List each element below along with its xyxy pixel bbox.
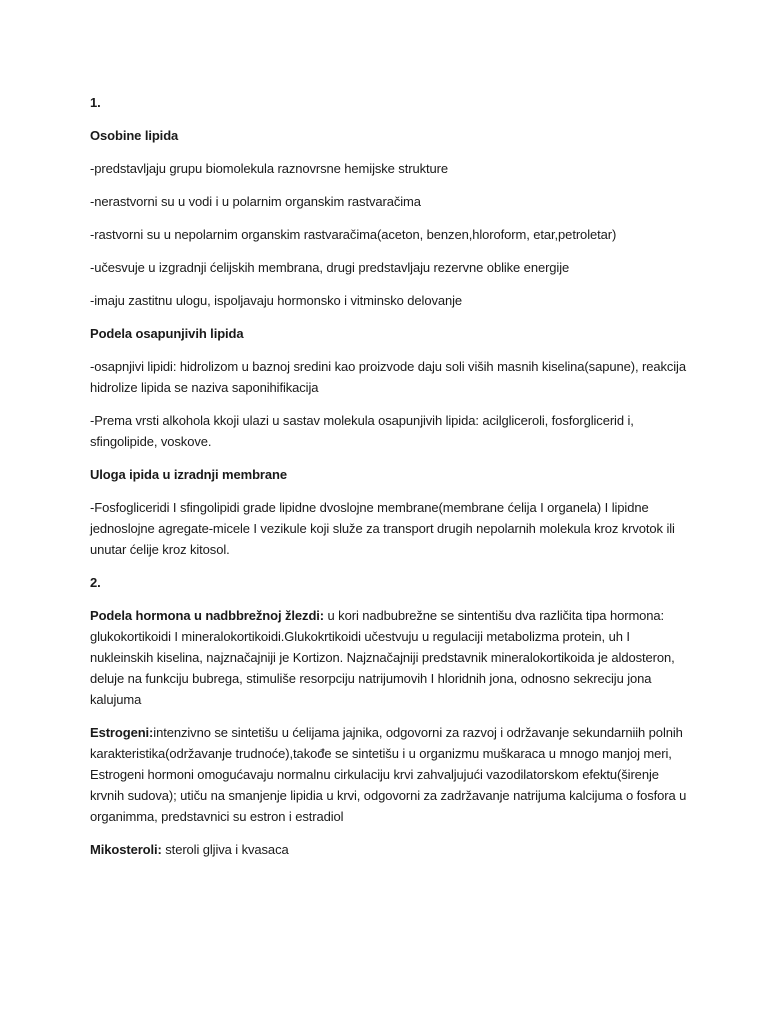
heading-uloga-membrane: Uloga ipida u izradnji membrane bbox=[90, 467, 287, 482]
property-item: -nerastvorni su u vodi i u polarnim organskim rastvaračima bbox=[90, 194, 421, 209]
paragraph-estrogeni bbox=[90, 722, 690, 827]
heading-osobine-lipida: Osobine lipida bbox=[90, 128, 179, 143]
label-mikosteroli: Mikosteroli: bbox=[90, 842, 162, 857]
text-estrogeni: intenzivno se sintetišu u ćelijama jajnika, odgovorni za razvoj i održavanje sekundarniih polnih karakteristika(održavanje trudnoće),takođe se sintetišu i u organizmu muškaraca u mnogo manjoj meri, Estrogeni hormoni omogućavaju normalnu cirkulaciju krvi zahvaljujući vazodilatorskom efektu(širenje krvnih sudova); utiču na smanjenje lipidia u krvi, odgovorni za zadržavanje natrijuma kalcijuma o fosfora u organimma, predstavnici su estron i estradiol bbox=[90, 725, 687, 824]
paragraph-membrane: -Fosfogliceridi I sfingolipidi grade lipidne dvoslojne membrane(membrane ćelija I organela) I lipidne jednoslojne agregate-micele I vezikule koji služe za transport drugih nepolarnih molekula kroz krvotok ili unutar ćelije kroz kitosol. bbox=[90, 500, 675, 557]
property-item: -predstavljaju grupu biomolekula raznovrsne hemijske strukture bbox=[90, 161, 448, 176]
paragraph-mikosteroli bbox=[90, 839, 690, 860]
text-mikosteroli: steroli gljiva i kvasaca bbox=[161, 842, 289, 857]
text-hormoni: u kori nadbubrežne se sintentišu dva različita tipa hormona: glukokortikoidi I mineralokortikoidi.Glukokrtikoidi učestvuju u regulaciji metabolizma protein, uh I nukleinskih kiselina, najznačajniji je Kortizon. Najznačajniji predstavnik mineralokortikoida je aldosteron, deluje na funkciju bubrega, stimuliše resorpciju natrijumovih I hloridnih jona, odnosno sekreciju jona kalujuma bbox=[90, 608, 675, 707]
document-page bbox=[90, 92, 690, 872]
property-item: -učesvuje u izgradnji ćelijskih membrana, drugi predstavljaju rezervne oblike energije bbox=[90, 260, 570, 275]
paragraph-vrsta-alkohola: -Prema vrsti alkohola kkoji ulazi u sastav molekula osapunjivih lipida: acilgliceroli, fosforglicerid i, sfingolipide, voskove. bbox=[90, 413, 634, 449]
paragraph-osapnjivi: -osapnjivi lipidi: hidrolizom u baznoj sredini kao proizvode daju soli viših masnih kiselina(sapune), reakcija hidrolize lipida se naziva saponihifikacija bbox=[90, 359, 686, 395]
heading-podela-osapunjivih: Podela osapunjivih lipida bbox=[90, 326, 244, 341]
paragraph-hormoni bbox=[90, 605, 690, 710]
label-estrogeni: Estrogeni: bbox=[90, 725, 154, 740]
section-number-2: 2. bbox=[90, 575, 101, 590]
property-item: -imaju zastitnu ulogu, ispoljavaju hormonsko i vitminsko delovanje bbox=[90, 293, 463, 308]
section-number-1: 1. bbox=[90, 95, 101, 110]
property-item: -rastvorni su u nepolarnim organskim rastvaračima(aceton, benzen,hloroform, etar,petroletar) bbox=[90, 227, 617, 242]
label-hormoni: Podela hormona u nadbbrežnoj žlezdi: bbox=[90, 608, 325, 623]
